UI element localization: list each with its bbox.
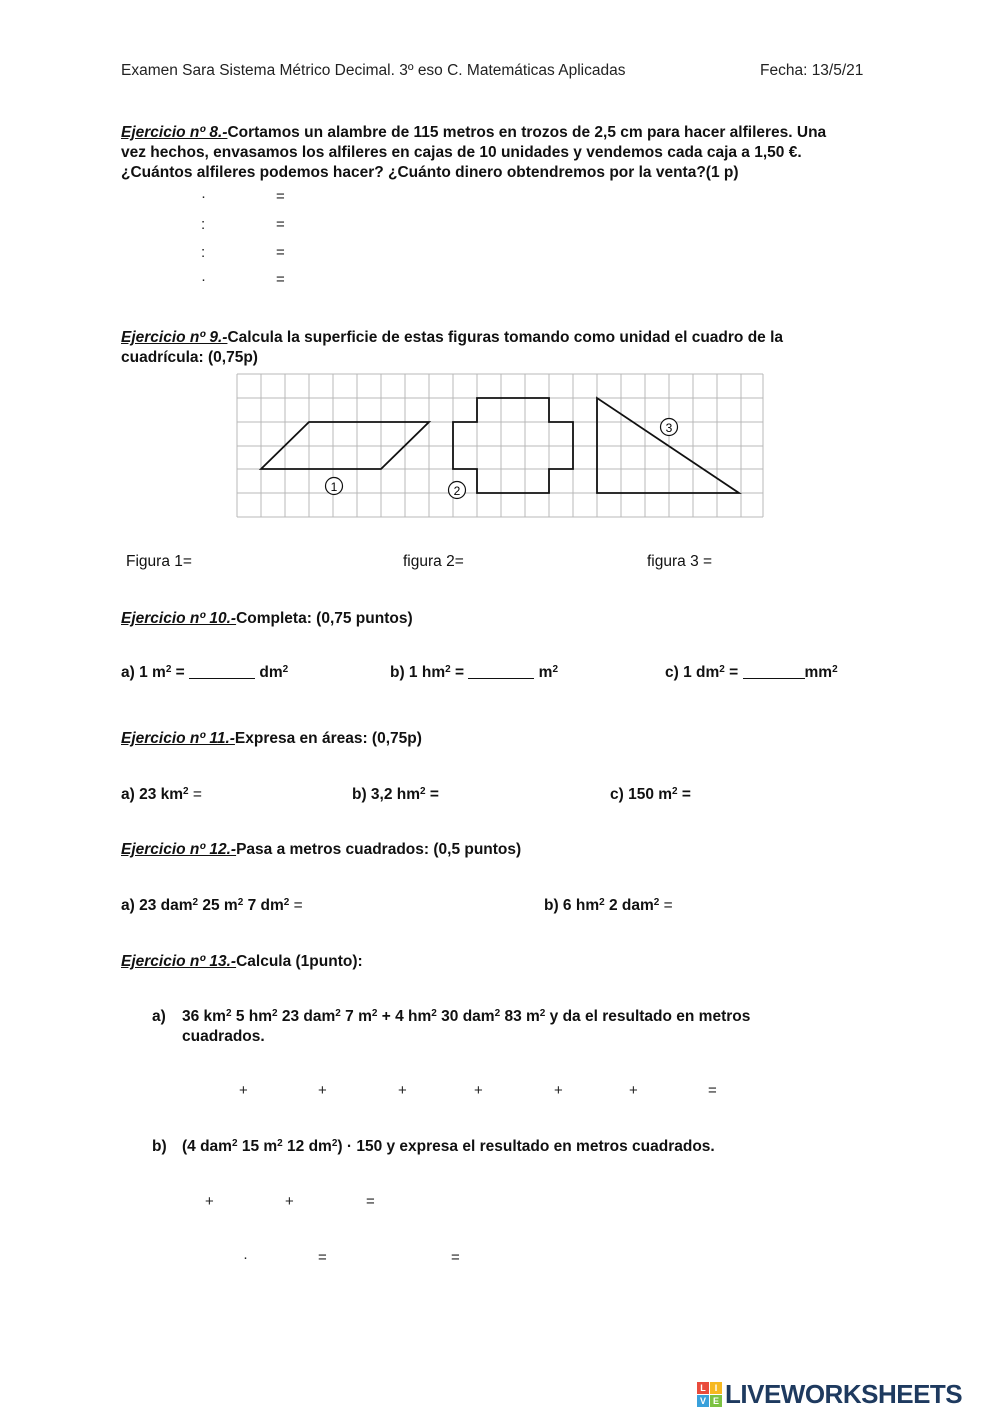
exercise-10-text: Completa: (0,75 puntos) [236,610,413,627]
ex11-item-c: c) 150 $m^2$ = [610,786,691,803]
exercise-9-line2: cuadrícula: (0,75p) [121,349,258,366]
figure-3-answer: figura 3 = [647,553,713,570]
ex13-a-letter: a) [152,1008,166,1025]
ex10-item-c: c) 1 $dm^2 = mm^2$ [665,664,838,681]
ex8-op-4: · [201,271,206,288]
ex13-b-op-2: + [285,1193,294,1210]
ex13-b-op-4: · [243,1249,248,1266]
exercise-13-statement [121,953,363,971]
ex13-a-op-7: = [708,1082,717,1099]
exercise-8-line3: ¿Cuántos alfileres podemos hacer? ¿Cuánto dinero obtendremos por la venta?(1 p) [121,164,739,181]
exercise-13-text: Calcula (1punto): [236,953,363,970]
exercise-12-label: Ejercicio nº 12.- [121,841,237,858]
ex13-b-op-6: = [451,1249,460,1266]
header-title: Examen Sara Sistema Métrico Decimal. 3º eso C. Matemáticas Aplicadas [121,62,626,79]
ex13-a-op-1: + [239,1082,248,1099]
ex13-a-op-2: + [318,1082,327,1099]
ex8-eq-3: = [276,244,285,261]
ex13-a-op-4: + [474,1082,483,1099]
ex10-a-blank[interactable] [189,664,255,679]
ex8-op-2: : [201,216,206,233]
exercise-9-label: Ejercicio nº 9.- [121,329,228,346]
exercise-13-label: Ejercicio nº 13.- [121,953,237,970]
ex8-op-3: : [201,244,206,261]
grid-figures [230,368,770,524]
exercise-12-statement [121,841,521,859]
exercise-11-statement [121,730,422,748]
exercise-8-statement [121,123,880,183]
ex13-a-line2: cuadrados. [182,1028,265,1045]
ex8-eq-4: = [276,271,285,288]
ex13-a-line1: 36 $km^2$ 5 $hm^2$ 23 dam$^2$ 7 $m^2 + 4$ $hm^2$ 30 dam$^2$ 83 $m^2$ y da el resultado en metros [182,1008,751,1025]
ex13-b-op-3: = [366,1193,375,1210]
marker-3: 3 [665,421,673,435]
marker-2: 2 [453,484,461,498]
ex13-a-op-6: + [629,1082,638,1099]
ex8-op-1: · [201,188,206,205]
ex13-b-op-1: + [205,1193,214,1210]
ex8-eq-1: = [276,188,285,205]
ex11-item-b: b) 3,2 $hm^2$ = [352,786,439,803]
exercise-10-statement [121,610,413,628]
ex13-a-op-5: + [554,1082,563,1099]
ex10-item-b: b) 1 $hm^2 = m^2$ [390,664,559,681]
exercise-8-label: Ejercicio nº 8.- [121,124,228,141]
ex10-item-a: a) 1 $m^2 = dm^2$ [121,664,289,681]
ex12-item-b: b) 6 $hm^2$ 2 dam$^2$ = [544,897,673,914]
exercise-12-text: Pasa a metros cuadrados: (0,5 puntos) [236,841,522,858]
ex10-b-blank[interactable] [468,664,534,679]
figure-1-answer: Figura 1= [126,553,192,570]
ex13-b-letter: b) [152,1138,167,1155]
liveworksheets-logo[interactable] [697,1379,962,1409]
ex8-eq-2: = [276,216,285,233]
ex13-b-line: (4 dam$^2$ 15 $m^2$ 12 $dm^2) \cdot 150$ y expresa el resultado en metros cuadrados. [182,1138,715,1155]
marker-1: 1 [330,480,338,494]
exercise-11-text: Expresa en áreas: (0,75p) [234,730,422,747]
ex12-item-a: a) 23 dam$^2$ 25 $m^2$ 7 $dm^2$ = [121,897,303,914]
logo-text: LIVEWORKSHEETS [725,1378,963,1409]
exercise-10-label: Ejercicio nº 10.- [121,610,237,627]
exercise-8-line2: vez hechos, envasamos los alfileres en cajas de 10 unidades y vendemos cada caja a 1,50 €. [121,144,802,161]
ex13-a-op-3: + [398,1082,407,1099]
ex11-item-a: a) 23 $km^2$ = [121,786,202,803]
logo-icon: L I V E [697,1382,722,1407]
header-date: Fecha: 13/5/21 [760,62,864,79]
exercise-11-label: Ejercicio nº 11.- [121,730,235,747]
exercise-9-line1: Calcula la superficie de estas figuras tomando como unidad el cuadro de la [227,329,784,346]
exercise-9-statement [121,328,880,368]
ex10-c-blank[interactable] [743,664,805,679]
exercise-8-line1: Cortamos un alambre de 115 metros en trozos de 2,5 cm para hacer alfileres. Una [227,124,827,141]
ex13-b-op-5: = [318,1249,327,1266]
grid-lines [237,374,763,517]
figure-2-answer: figura 2= [403,553,464,570]
